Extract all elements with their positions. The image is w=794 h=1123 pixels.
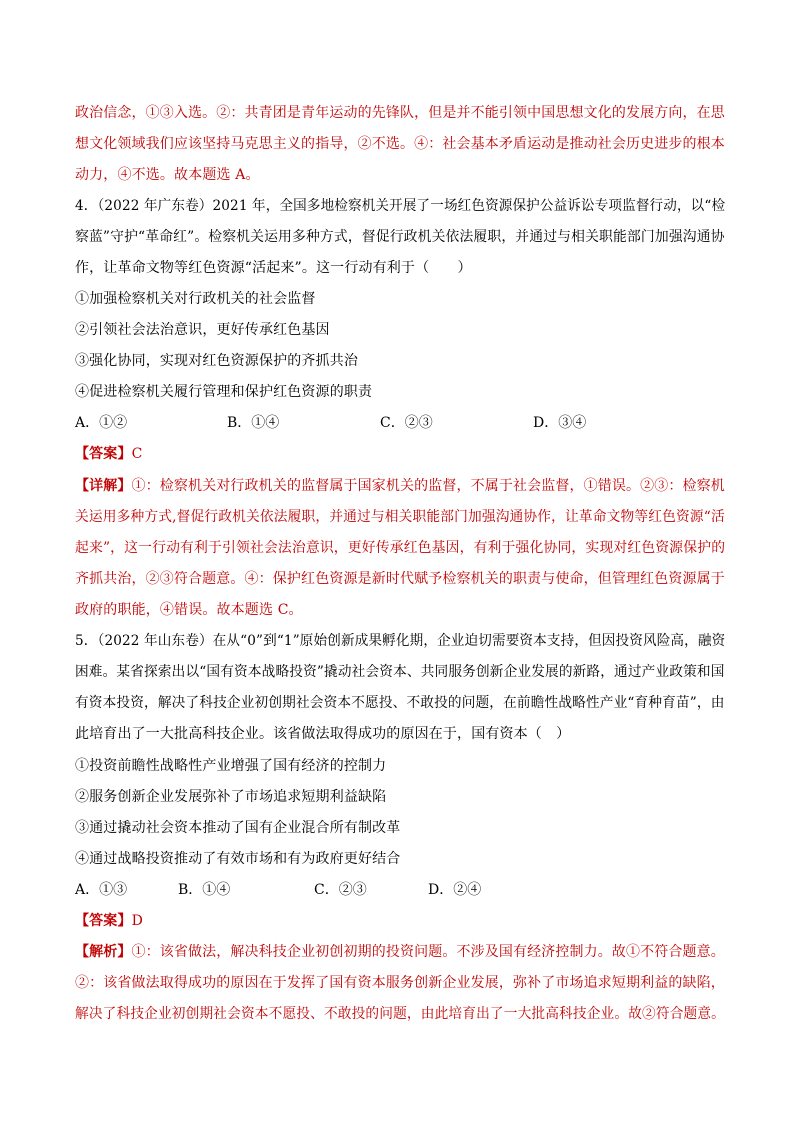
q4-option-c: C．②③ xyxy=(380,415,433,431)
q5-item-4: ④通过战略投资推动了有效市场和有为政府更好结合 xyxy=(75,851,401,867)
q4-detail-line-3: 起来”，这一行动有利于引领社会法治意识，更好传承红色基因，有利于强化协同，实现对红色资源保护的 xyxy=(75,540,726,556)
q4-detail-line-5: 政府的职能，④错误。故本题选 C。 xyxy=(75,602,303,618)
q4-option-d: D．③④ xyxy=(533,415,587,431)
q5-item-3: ③通过撬动社会资本推动了国有企业混合所有制改革 xyxy=(75,820,401,836)
q4-stem-line-2: 察蓝”守护“革命红”。检察机关运用多种方式，督促行政机关依法履职，并通过与相关职能部门加强沟通协 xyxy=(75,229,725,245)
q5-stem-line-3: 有资本投资，解决了科技企业初创期社会资本不愿投、不敢投的问题，在前瞻性战略性产业“育种育苗”，由 xyxy=(75,695,725,711)
q4-detail-line-2: 关运用多种方式,督促行政机关依法履职，并通过与相关职能部门加强沟通协作，让革命文物等红色资源“活 xyxy=(75,509,725,525)
q4-option-a: A．①② xyxy=(75,415,128,431)
q5-option-d: D．②④ xyxy=(428,882,482,898)
q5-stem-line-1: 5．（2022 年山东卷）在从“0”到“1”原始创新成果孵化期，企业迫切需要资本支持，但因投资风险高，融资 xyxy=(75,633,726,649)
answer-value: D xyxy=(131,913,143,929)
q4-detail-line-1 xyxy=(75,476,725,496)
q4-stem-line-1: 4．（2022 年广东卷）2021 年，全国多地检察机关开展了一场红色资源保护公益诉讼专项监督行动，以“检 xyxy=(75,198,726,214)
q5-analysis-line-1 xyxy=(75,942,725,962)
q4-answer xyxy=(75,444,142,464)
q5-item-2: ②服务创新企业发展弥补了市场追求短期利益缺陷 xyxy=(75,789,387,805)
analysis-text: ①：该省做法，解决科技企业初创初期的投资问题。不涉及国有经济控制力。故①不符合题意。 xyxy=(131,944,725,960)
q3-explanation-line-2: 想文化领域我们应该坚持马克思主义的指导，②不选。④：社会基本矛盾运动是推动社会历史进步的根本 xyxy=(75,136,725,152)
q3-explanation-line-3: 动力，④不选。故本题选 A。 xyxy=(75,167,260,183)
q4-item-4: ④促进检察机关履行管理和保护红色资源的职责 xyxy=(75,384,373,400)
q3-explanation-line-1: 政治信念，①③入选。②：共青团是青年运动的先锋队，但是并不能引领中国思想文化的发展方向，在思 xyxy=(75,105,725,121)
answer-tag: 【答案】 xyxy=(75,446,132,462)
analysis-tag: 【解析】 xyxy=(75,944,132,960)
q5-stem-line-4: 此培育出了一大批高科技企业。该省做法取得成功的原因在于，国有资本（ ） xyxy=(75,726,571,742)
q5-stem-line-2: 困难。某省探索出以“国有资本战略投资”撬动社会资本、共同服务创新企业发展的新路，通过产业政策和国 xyxy=(75,664,725,680)
answer-tag: 【答案】 xyxy=(75,913,132,929)
q5-answer xyxy=(75,911,143,931)
q5-option-c: C．②③ xyxy=(314,882,367,898)
answer-value: C xyxy=(131,446,143,462)
q5-analysis-line-2: ②：该省做法取得成功的原因在于发挥了国有资本服务创新企业发展，弥补了市场追求短期利益的缺陷， xyxy=(75,975,725,991)
q4-item-3: ③强化协同，实现对红色资源保护的齐抓共治 xyxy=(75,353,358,369)
q4-item-1: ①加强检察机关对行政机关的社会监督 xyxy=(75,291,316,307)
q4-item-2: ②引领社会法治意识，更好传承红色基因 xyxy=(75,322,330,338)
q4-option-b: B．①④ xyxy=(227,415,280,431)
detail-text: ①：检察机关对行政机关的监督属于国家机关的监督，不属于社会监督，①错误。②③：检察机 xyxy=(131,478,725,494)
q5-analysis-line-3: 解决了科技企业初创期社会资本不愿投、不敢投的问题，由此培育出了一大批高科技企业。故②符合题意。 xyxy=(75,1006,726,1022)
detail-tag: 【详解】 xyxy=(75,478,132,494)
q5-item-1: ①投资前瞻性战略性产业增强了国有经济的控制力 xyxy=(75,758,387,774)
q5-option-b: B．①④ xyxy=(178,882,231,898)
q4-detail-line-4: 齐抓共治，②③符合题意。④：保护红色资源是新时代赋予检察机关的职责与使命，但管理红色资源属于 xyxy=(75,571,725,587)
q5-option-a: A．①③ xyxy=(75,882,128,898)
q4-stem-line-3: 作，让革命文物等红色资源“活起来”。这一行动有利于（ ） xyxy=(75,260,472,276)
